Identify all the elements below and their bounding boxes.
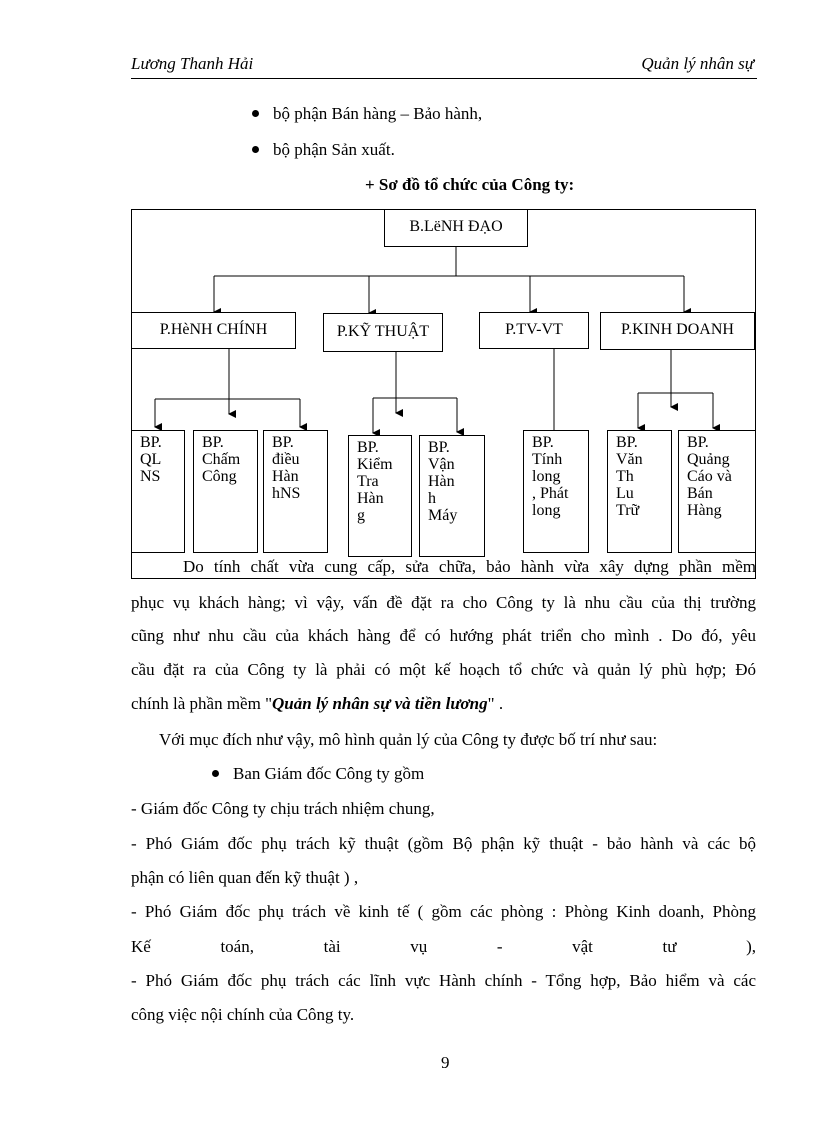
org-top-box: B.LëNH ĐẠO: [384, 209, 528, 247]
header-author: Lương Thanh Hải: [131, 54, 254, 73]
emphasis-title: Quản lý nhân sự và tiền lương: [272, 694, 488, 713]
unit-box-tinh-long: BP. Tính long , Phát long: [523, 430, 589, 553]
body-line: - Giám đốc Công ty chịu trách nhiệm chung,: [131, 799, 435, 818]
body-line: Kế toán, tài vụ - vật tư ),: [131, 937, 756, 956]
unit-box-van-hanh-may: BP. Vận Hàn h Máy: [419, 435, 485, 557]
unit-box-dieu-hanh-ns: BP. điều Hàn hNS: [263, 430, 328, 553]
body-line: cầu đặt ra của Công ty là phải có một kế hoạch tổ chức và quản lý phù hợp; Đó: [131, 660, 756, 679]
bullet-dot-icon: [212, 770, 219, 777]
body-line: phục vụ khách hàng; vì vậy, vấn đề đặt ra cho Công ty là nhu cầu của thị trường: [131, 593, 756, 612]
unit-box-quang-cao: BP. Quảng Cáo và Bán Hàng: [678, 430, 756, 553]
bullet-item: bộ phận Sản xuất.: [252, 140, 395, 160]
body-line: chính là phần mềm "Quản lý nhân sự và tiền lương" .: [131, 694, 504, 713]
unit-box-van-thu: BP. Văn Th Lu Trữ: [607, 430, 672, 553]
dept-box-hanh-chinh: P.HèNH CHÍNH: [131, 312, 296, 349]
body-line: - Phó Giám đốc phụ trách các lĩnh vực Hành chính - Tổng hợp, Bảo hiểm và các: [131, 971, 756, 990]
unit-box-kiem-tra-hang: BP. Kiểm Tra Hàn g: [348, 435, 412, 557]
body-line: công việc nội chính của Công ty.: [131, 1005, 355, 1024]
dept-box-ky-thuat: P.KỸ THUẬT: [323, 313, 443, 352]
page-number: 9: [441, 1053, 450, 1072]
unit-box-cham-cong: BP. Chấm Công: [193, 430, 258, 553]
dept-box-tv-vt: P.TV-VT: [479, 312, 589, 349]
body-line: phận có liên quan đến kỹ thuật ) ,: [131, 868, 359, 887]
body-line: - Phó Giám đốc phụ trách về kinh tế ( gồm các phòng : Phòng Kinh doanh, Phòng: [131, 902, 756, 921]
body-line: - Phó Giám đốc phụ trách kỹ thuật (gồm Bộ phận kỹ thuật - bảo hành và các bộ: [131, 834, 756, 853]
unit-box-ql-ns: BP. QL NS: [131, 430, 185, 553]
bullet-item: Ban Giám đốc Công ty gồm: [212, 764, 424, 784]
body-line: Do tính chất vừa cung cấp, sửa chữa, bảo hành vừa xây dựng phần mềm: [183, 557, 756, 576]
bullet-item: bộ phận Bán hàng – Bảo hành,: [252, 104, 482, 124]
dept-box-kinh-doanh: P.KINH DOANH: [600, 312, 755, 350]
header-title: Quản lý nhân sự: [641, 54, 754, 73]
body-line: cũng như nhu cầu của khách hàng để có hướng phát triển cho mình . Do đó, yêu: [131, 626, 756, 645]
body-line: Với mục đích như vậy, mô hình quản lý của Công ty được bố trí như sau:: [159, 730, 658, 749]
org-chart-title: + Sơ đồ tổ chức của Công ty:: [365, 175, 575, 194]
